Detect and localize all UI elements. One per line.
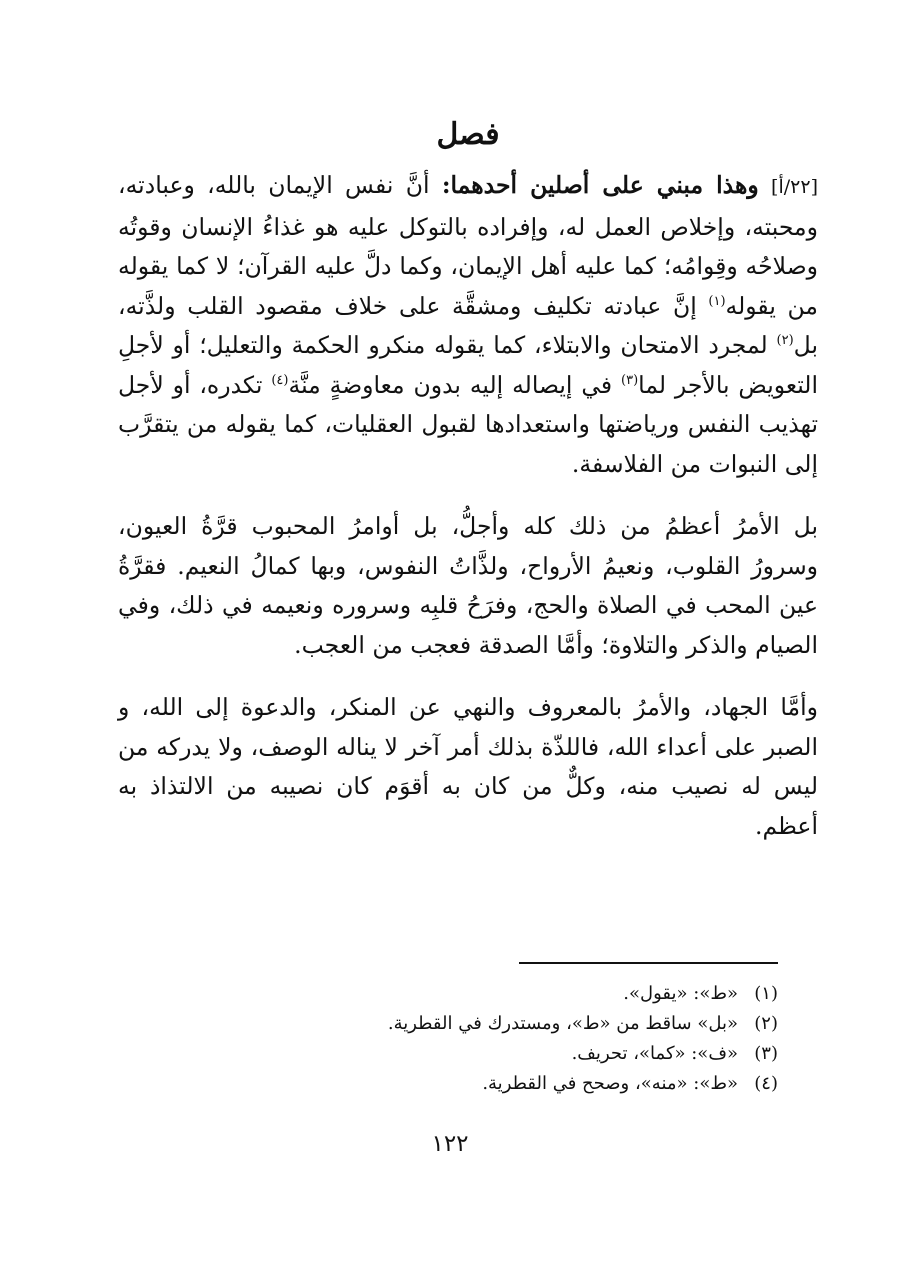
- footnote-number: (٤): [754, 1073, 778, 1094]
- footnote-3: [118, 1039, 778, 1069]
- footnote-text: «ف»: «كما»، تحريف.: [571, 1043, 738, 1064]
- footnote-divider: [519, 962, 778, 964]
- folio-marker: [٢٢/أ]: [771, 176, 818, 198]
- footnote-1: [118, 979, 778, 1009]
- paragraph-1-text-d: في إيصاله إليه بدون معاوضةٍ منَّة: [288, 370, 622, 399]
- footnote-number: (٣): [754, 1043, 778, 1064]
- chapter-title: فصل: [436, 117, 500, 152]
- footnote-ref-3: (٣): [621, 372, 639, 388]
- footnote-text: «ط»: «منه»، وصحح في القطرية.: [482, 1073, 738, 1094]
- footnote-ref-2: (٢): [776, 333, 794, 349]
- paragraph-2: بل الأمرُ أعظمُ من ذلك كله وأجلُّ، بل أوامرُ المحبوب قرَّةُ العيون، وسرورُ القلوب، ونعيمُ الأرواح، ولذَّاتُ النفوس، وبها كمالُ النعيم. فقرَّةُ عين المحب في الصلاة والحج، وفرَحُ قلبِه وسروره ونعيمه في ذلك، وفي الصيام والذكر والتلاوة؛ وأمَّا الصدقة فعجب من العجب.: [118, 512, 818, 659]
- footnote-number: (٢): [754, 1013, 778, 1034]
- paragraph-1: [118, 166, 818, 484]
- page-body: [118, 110, 818, 846]
- paragraph-1-text-a: أنَّ نفس الإيمان بالله، وعبادته، ومحبته، وإخلاص العمل له، وإفراده بالتوكل عليه هو غذاءُ الإنسان وقوتُه وصلاحُه وقِوامُه؛ كما عليه أهل الإيمان، وكما دلَّ عليه القرآن؛ لا كما يقوله من يقوله: [118, 171, 818, 320]
- footnote-ref-1: (١): [708, 293, 726, 309]
- paragraph-3: وأمَّا الجهاد، والأمرُ بالمعروف والنهي عن المنكر، والدعوة إلى الله، و الصبر على أعداء الله، فاللذّة بذلك أمر آخر لا يناله الوصف، ولا يدركه من ليس له نصيب منه، وكلٌّ من كان به أقوَم كان نصيبه من الالتذاذ به أعظم.: [118, 693, 818, 840]
- paragraph-1-text-c: لمجرد الامتحان والابتلاء، كما يقوله منكرو الحكمة والتعليل؛ أو لأجلِ التعويض بالأجر لما: [118, 331, 818, 399]
- paragraph-1-text-b: إنَّ عبادته تكليف ومشقَّة على خلاف مقصود القلب ولذَّته، بل: [118, 291, 818, 359]
- footnotes: [118, 979, 778, 1099]
- footnote-ref-4: (٤): [271, 372, 289, 388]
- footnote-2: [118, 1009, 778, 1039]
- paragraph-lead: وهذا مبني على أصلين أحدهما:: [441, 171, 759, 199]
- footnote-number: (١): [754, 983, 778, 1004]
- footnote-4: [118, 1069, 778, 1099]
- paragraph-1-text-e: تكدره، أو لأجل تهذيب النفس ورياضتها واستعدادها لقبول العقليات، كما يقوله من يتقرَّب إلى النبوات من الفلاسفة.: [118, 370, 818, 478]
- footnote-text: «ط»: «يقول».: [623, 983, 738, 1004]
- footnote-text: «بل» ساقط من «ط»، ومستدرك في القطرية.: [387, 1013, 738, 1034]
- page-number: ١٢٢: [431, 1131, 469, 1157]
